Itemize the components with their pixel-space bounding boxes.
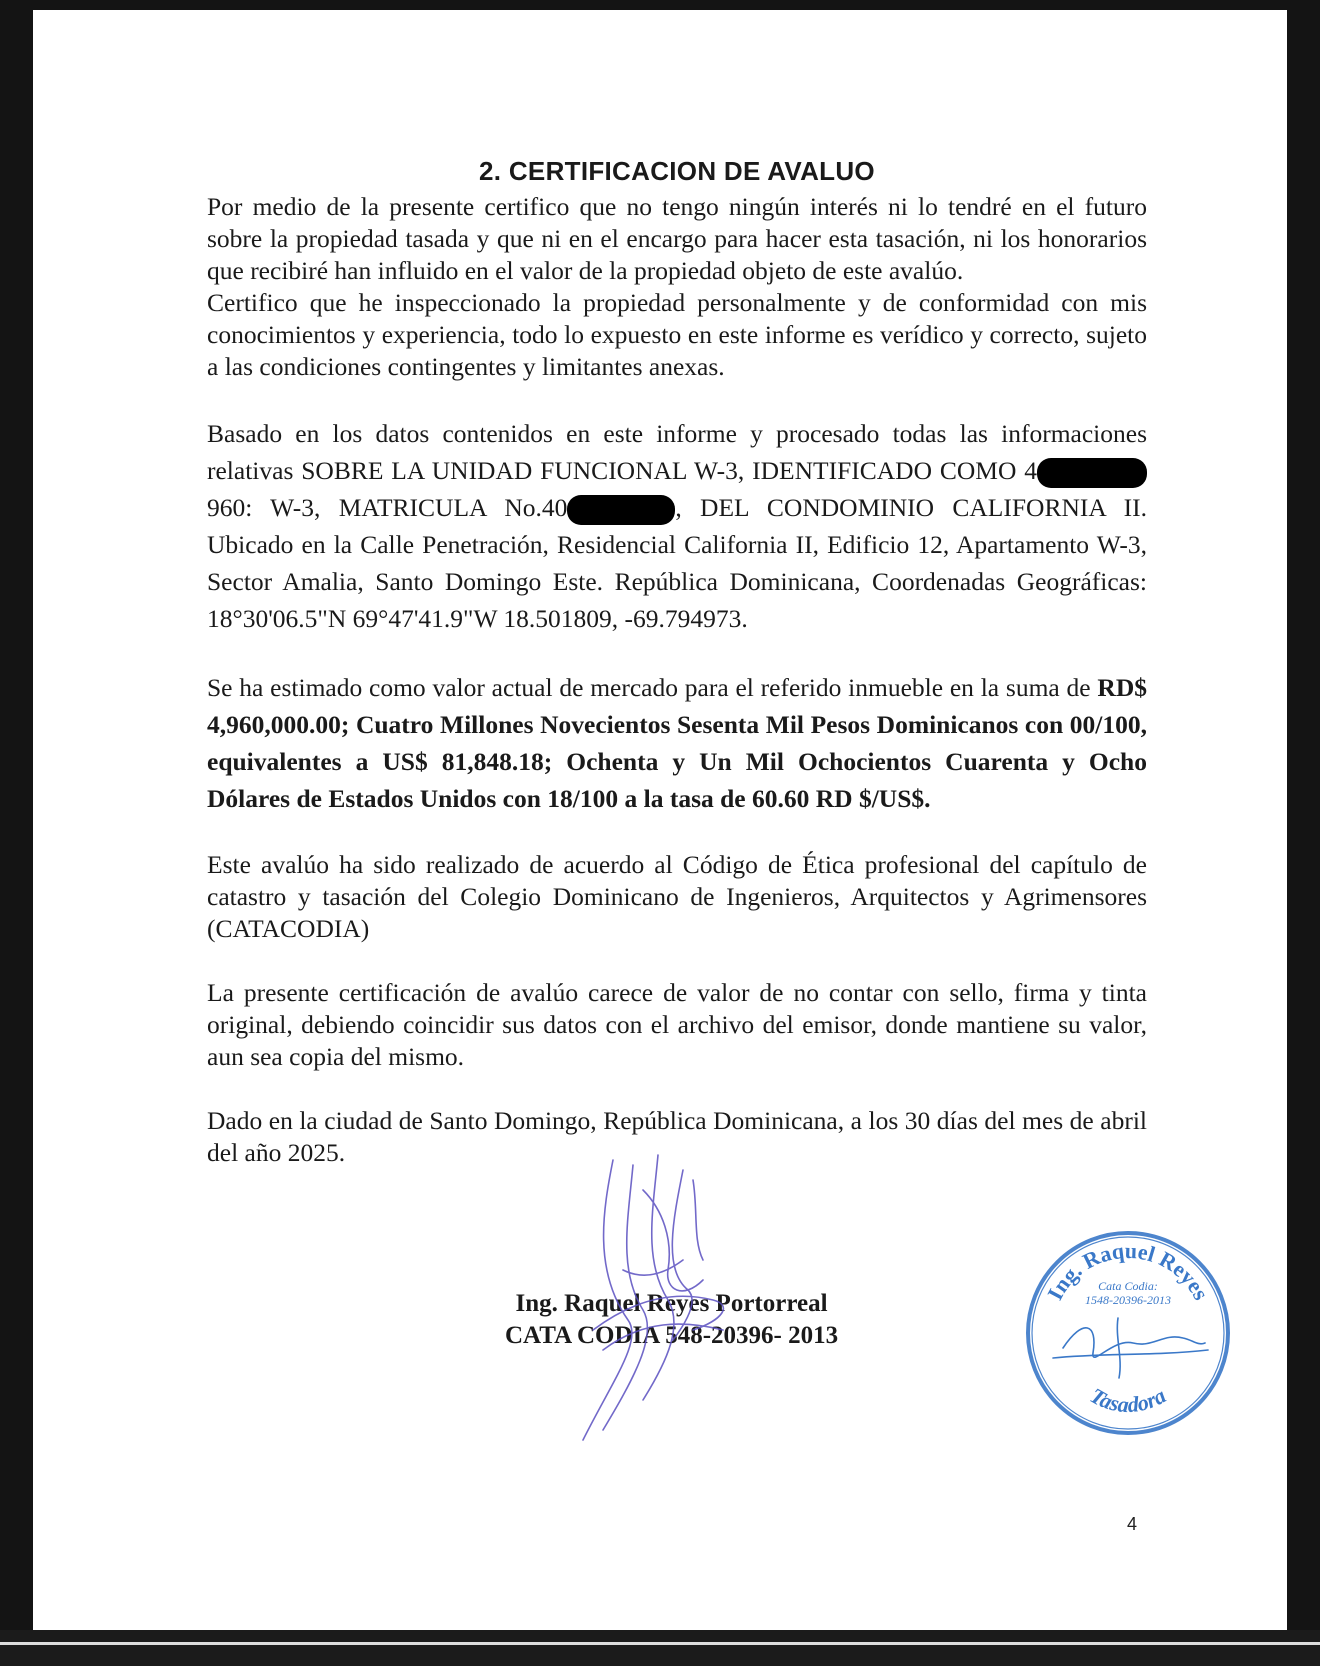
svg-text:Tasadora: Tasadora (1086, 1382, 1170, 1418)
svg-text:1548-20396-2013: 1548-20396-2013 (1085, 1293, 1171, 1307)
paragraph-ethics-code: Este avalúo ha sido realizado de acuerdo al Código de Ética profesional del capítulo de catastro y tasación del Colegio Dominicano de Ingenieros, Arquitectos y Agrimensores (CATACODIA) (207, 850, 1147, 943)
official-seal-stamp (1023, 1228, 1233, 1438)
document-page (33, 10, 1287, 1630)
section-title: 2. CERTIFICACION DE AVALUO (479, 156, 875, 186)
handwritten-signature (573, 1150, 783, 1450)
paragraph-date-place: Dado en la ciudad de Santo Domingo, República Dominicana, a los 30 días del mes de abril del año 2025. (207, 1106, 1147, 1167)
viewer-bottom-line (0, 1642, 1320, 1645)
paragraph-inspection: Certifico que he inspeccionado la propiedad personalmente y de conformidad con mis conocimientos y experiencia, todo lo expuesto en este informe es verídico y correcto, sujeto a las condiciones contingentes y limitantes anexas. (207, 288, 1147, 381)
page-number: 4 (1127, 1514, 1138, 1534)
viewer-bottom-bar (0, 1630, 1320, 1666)
redacted-matricula (567, 495, 675, 525)
paragraph-validity: La presente certificación de avalúo carece de valor de no contar con sello, firma y tinta original, debiendo coincidir sus datos con el archivo del emisor, donde mantiene su valor, aun sea copia del mismo. (207, 978, 1147, 1071)
redacted-id (1037, 458, 1147, 488)
signer-name: Ing. Raquel Reyes Portorreal (515, 1290, 828, 1317)
market-value-amount: RD$ 4,960,000.00; Cuatro Millones Novecientos Sesenta Mil Pesos Dominicanos con 00/100, equivalentes a US$ 81,848.18; Ochenta y Un Mil Ochocientos Cuarenta y Ocho Dólares de Estados Unidos con 18/100 a la tasa de 60.60 RD $/US$. (207, 673, 1147, 813)
document-body (207, 156, 1147, 1169)
paragraph-property-identification: Basado en los datos contenidos en este informe y procesado todas las informaciones relativas SOBRE LA UNIDAD FUNCIONAL W-3, IDENTIFICADO COMO 4960: W-3, MATRICULA No.40 , DEL CONDOMINIO CALIFORNIA II. Ubicado en la Calle Penetración, Residencial California II, Edificio 12, Apartamento W-3, Sector Amalia, Santo Domingo Este. República Dominicana, Coordenadas Geográficas: 18°30'06.5"N 69°47'41.9"W 18.501809, -69.794973. (207, 419, 1147, 633)
paragraph-market-value: Se ha estimado como valor actual de mercado para el referido inmueble en la suma de RD$ 4,960,000.00; Cuatro Millones Novecientos Sesenta Mil Pesos Dominicanos con 00/100, equivalentes a US$ 81,848.18; Ochenta y Un Mil Ochocientos Cuarenta y Ocho Dólares de Estados Unidos con 18/100 a la tasa de 60.60 RD $/US$. (207, 673, 1147, 813)
paragraph-disclaimer-interest: Por medio de la presente certifico que no tengo ningún interés ni lo tendré en el futuro sobre la propiedad tasada y que ni en el encargo para hacer esta tasación, ni los honorarios que recibiré han influido en el valor de la propiedad objeto de este avalúo. (207, 192, 1147, 285)
signer-registration: CATA CODIA 548-20396- 2013 (505, 1322, 839, 1349)
svg-text:Ing. Raquel Reyes: Ing. Raquel Reyes (1042, 1237, 1214, 1304)
svg-text:Cata Codia:: Cata Codia: (1098, 1279, 1158, 1293)
